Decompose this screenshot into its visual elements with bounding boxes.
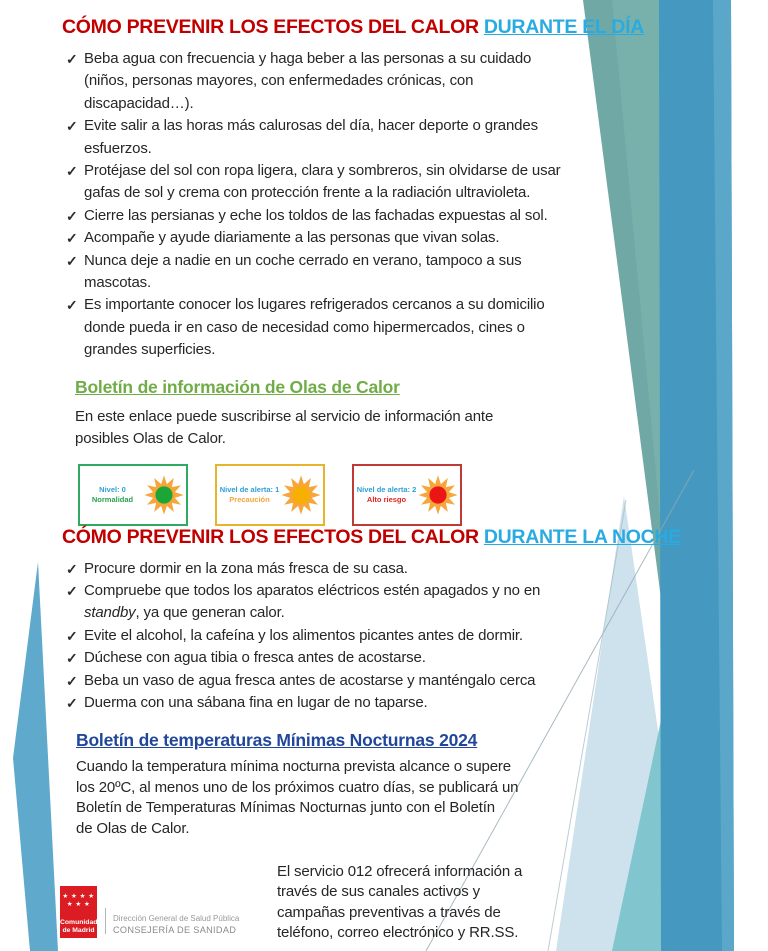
alert-level-card: [78, 464, 188, 526]
check-icon: ✓: [66, 207, 78, 224]
madrid-stars-icon: ★ ★ ★: [66, 901, 91, 908]
day-section-title: [62, 16, 768, 39]
check-icon: ✓: [66, 252, 78, 269]
alert-level-text: [219, 485, 280, 505]
min-temp-bulletin-body: Cuando la temperatura mínima nocturna prevista alcance o supere los 20ºC, al menos uno de los próximos cuatro días, se publicará un Boletín de Temperaturas Mínimas Nocturnas junto con el Boletín de Olas de Calor.: [76, 758, 519, 837]
day-tip-item: [66, 227, 768, 249]
day-tip-item: [66, 115, 768, 160]
heat-bulletin-heading-link[interactable]: Boletín de información de Olas de Calor: [75, 376, 400, 397]
alert-level-label: Nivel: 0: [99, 484, 126, 494]
alert-level-name: Precaución: [229, 494, 270, 504]
check-icon: ✓: [66, 560, 78, 577]
check-icon: ✓: [66, 163, 78, 180]
check-icon: ✓: [66, 672, 78, 689]
logo-name: [60, 916, 97, 938]
day-tips-list: [66, 48, 768, 362]
day-tip-text: Acompañe y ayude diariamente a las personas que vivan solas.: [84, 229, 500, 247]
day-tip-text: Beba agua con frecuencia y haga beber a las personas a su cuidado (niños, personas mayores, con enfermedades crónicas, con discapacidad…).: [84, 50, 532, 112]
logo-name-line1: Comunidad: [60, 919, 98, 926]
night-tip-item: [66, 670, 768, 692]
heat-bulletin-intro: En este enlace puede suscribirse al servicio de información ante posibles Olas de Calor.: [75, 407, 494, 448]
night-title-text: CÓMO PREVENIR LOS EFECTOS DEL CALOR: [62, 525, 484, 548]
min-temp-bulletin-heading-link[interactable]: Boletín de temperaturas Mínimas Nocturnas 2024: [76, 730, 478, 751]
check-icon: ✓: [66, 297, 78, 314]
alert-level-card: [352, 464, 462, 526]
madrid-stars-icon: ★ ★ ★ ★: [62, 893, 95, 900]
night-tip-item: [66, 647, 768, 669]
comunidad-madrid-logo: [60, 886, 97, 938]
day-title-link[interactable]: DURANTE EL DÍA: [483, 16, 644, 38]
service-012-note: El servicio 012 ofrecerá información a través de sus canales activos y campañas preventivas a través de teléfono, correo electrónico y RR.SS.: [277, 863, 523, 941]
check-icon: ✓: [66, 51, 78, 67]
day-tip-text: Nunca deje a nadie en un coche cerrado en verano, tampoco a sus mascotas.: [84, 251, 522, 292]
alert-level-card: [215, 464, 325, 526]
check-icon: ✓: [66, 582, 78, 599]
alert-level-text: [82, 485, 143, 505]
night-tip-item: [66, 625, 768, 647]
night-tip-item: [66, 558, 768, 580]
check-icon: ✓: [66, 118, 78, 135]
day-tip-item: [66, 48, 768, 115]
org-directorate: Dirección General de Salud Pública: [113, 914, 240, 924]
night-tip-text: Beba un vaso de agua fresca antes de acostarse y manténgalo cerca: [84, 671, 536, 689]
day-tip-item: [66, 294, 768, 361]
night-tip-text: Compruebe que todos los aparatos eléctricos estén apagados y no en standby, ya que generan calor.: [84, 581, 541, 622]
night-tips-list: [66, 558, 768, 715]
alert-levels: [78, 464, 768, 526]
night-tip-text: Duerma con una sábana fina en lugar de no taparse.: [84, 693, 428, 711]
day-tip-item: [66, 250, 768, 295]
check-icon: ✓: [66, 230, 78, 247]
day-tip-item: [66, 205, 768, 227]
footer: [60, 886, 239, 938]
day-tip-text: Cierre las persianas y eche los toldos de las fachadas expuestas al sol.: [84, 206, 548, 224]
night-tip-item: [66, 580, 768, 625]
alert-level-label: Nivel de alerta: 1: [219, 484, 280, 494]
night-tip-text: Dúchese con agua tibia o fresca antes de acostarse.: [84, 649, 426, 667]
night-tip-text: Evite el alcohol, la cafeína y los alimentos picantes antes de dormir.: [84, 626, 523, 644]
alert-level-label: Nivel de alerta: 2: [356, 484, 417, 494]
logo-name-line2: de Madrid: [62, 926, 95, 934]
footer-organization: [113, 914, 239, 938]
night-tip-text: Procure dormir en la zona más fresca de su casa.: [84, 559, 408, 577]
check-icon: ✓: [66, 650, 78, 667]
day-tip-text: Es importante conocer los lugares refrigerados cercanos a su domicilio donde pueda ir en caso de necesidad como hipermercados, cines o grandes superficies.: [84, 296, 545, 359]
alert-level-text: [356, 485, 417, 505]
night-section-title: [62, 526, 768, 549]
night-tip-item: [66, 692, 768, 714]
day-title-text: CÓMO PREVENIR LOS EFECTOS DEL CALOR: [62, 16, 484, 38]
sun-icon: [417, 474, 459, 516]
night-title-link[interactable]: DURANTE LA NOCHE: [483, 525, 681, 548]
day-tip-text: Evite salir a las horas más calurosas del día, hacer deporte o grandes esfuerzos.: [84, 117, 538, 157]
sun-icon: [143, 474, 185, 516]
check-icon: ✓: [66, 627, 78, 644]
day-tip-text: Protéjase del sol con ropa ligera, clara y sombreros, sin olvidarse de usar gafas de sol y crema con protección frente a la radiación ultravioleta.: [84, 162, 561, 202]
alert-level-name: Normalidad: [91, 494, 134, 504]
check-icon: ✓: [66, 694, 78, 711]
sun-icon: [280, 474, 322, 516]
footer-divider: [105, 908, 106, 934]
day-tip-item: [66, 160, 768, 205]
org-department: CONSEJERÍA DE SANIDAD: [113, 925, 237, 936]
alert-level-name: Alto riesgo: [366, 494, 407, 504]
